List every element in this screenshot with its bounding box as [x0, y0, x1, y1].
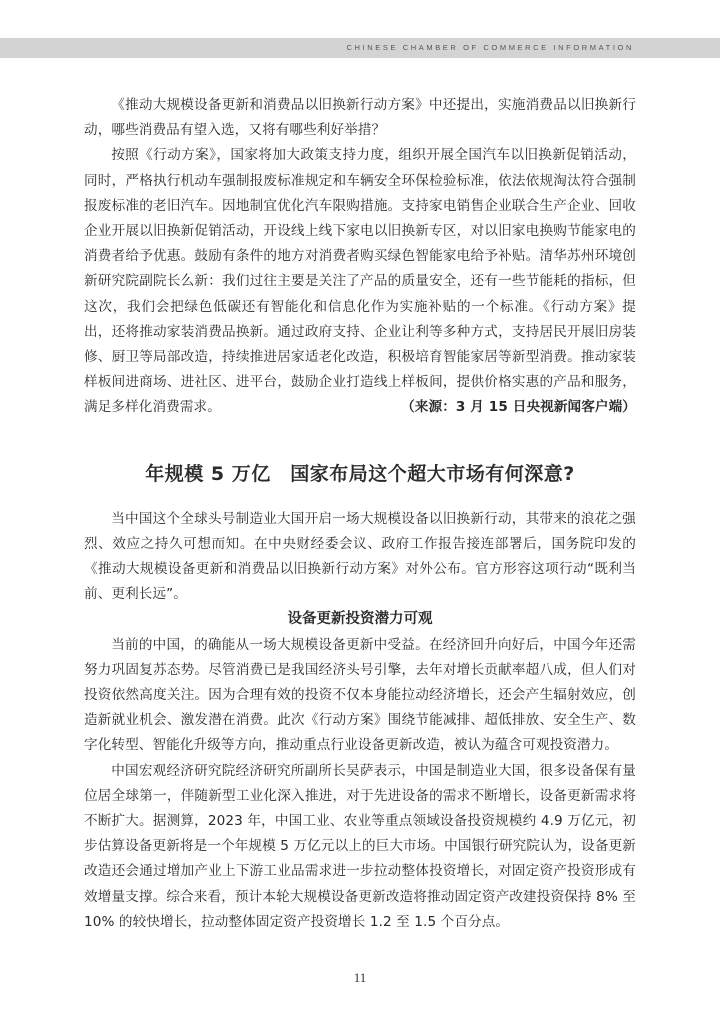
article2-intro: 当中国这个全球头号制造业大国开启一场大规模设备以旧换新行动，其带来的浪花之强烈、效应之持久可想而知。在中央财经委会议、政府工作报告接连部署后，国务院印发的《推动大规模设备更新和消费品以旧换新行动方案》对外公布。官方形容这项行动“既利当前、更利长远”。: [84, 510, 636, 603]
header-title: CHINESE CHAMBER OF COMMERCE INFORMATION: [346, 43, 634, 52]
article1-paragraph-2-text: 按照《行动方案》，国家将加大政策支持力度，组织开展全国汽车以旧换新促销活动，同时，严格执行机动车强制报废标准规定和车辆安全环保检验标准，依法依规淘汰符合强制报废标准的老旧汽车。因地制宜优化汽车限购措施。支持家电销售企业联合生产企业、回收企业开展以旧换新促销活动，开设线上线下家电以旧换新专区，对以旧家电换购节能家电的消费者给予优惠。鼓励有条件的地方对消费者购买绿色智能家电给予补贴。清华苏州环境创新研究院副院长么新：我们过往主要是关注了产品的质量安全，还有一些节能耗的指标，但这次，我们会把绿色低碳还有智能化和信息化作为实施补贴的一个标准。《行动方案》提出，还将推动家装消费品换新。通过政府支持、企业让利等多种方式，支持居民开展旧房装修、厨卫等局部改造，持续推进居家适老化改造，积极培育智能家居等新型消费。推动家装样板间进商场、进社区、进平台，鼓励企业打造线上样板间，提供价格实惠的产品和服务，满足多样化消费需求。: [84, 147, 636, 416]
article1-paragraph-2: [84, 143, 636, 420]
article2-paragraph-2: 中国宏观经济研究院经济研究所副所长吴萨表示，中国是制造业大国，很多设备保有量位居全球第一，伴随新型工业化深入推进，对于先进设备的需求不断增长，设备更新需求将不断扩大。据测算，2023 年，中国工业、农业等重点领域设备投资规模约 4.9 万亿元，初步估算设备更新将是一个年规模 5 万亿元以上的巨大市场。中国银行研究院认为，设备更新改造还会通过增加产业上下游工业品需求进一步拉动整体投资增长，对固定资产投资形成有效增量支撑。综合来看，预计本轮大规模设备更新改造将推动固定资产改建投资保持 8% 至 10% 的较快增长，拉动整体固定资产投资增长 1.2 至 1.5 个百分点。: [84, 762, 636, 930]
source-citation: （来源：3 月 15 日央视新闻客户端）: [401, 399, 636, 416]
article1-paragraph-1: 《推动大规模设备更新和消费品以旧换新行动方案》中还提出，实施消费品以旧换新行动，哪些消费品有望入选，又将有哪些利好举措？: [84, 97, 636, 139]
page-number: 11: [353, 970, 367, 985]
section-title: 设备更新投资潜力可观: [287, 611, 433, 628]
page-content: [84, 93, 636, 935]
article2-title: 年规模 5 万亿 国家布局这个超大市场有何深意?: [145, 462, 575, 485]
header-bar: [0, 38, 720, 58]
article2-paragraph-1: 当前的中国，的确能从一场大规模设备更新中受益。在经济回升向好后，中国今年还需努力巩固复苏态势。尽管消费已是我国经济头号引擎，去年对增长贡献率超八成，但人们对投资依然高度关注。因为合理有效的投资不仅本身能拉动经济增长，还会产生辐射效应，创造新就业机会、激发潜在消费。此次《行动方案》围绕节能减排、超低排放、安全生产、数字化转型、智能化升级等方向，推动重点行业设备更新改造，被认为蕴含可观投资潜力。: [84, 636, 636, 754]
